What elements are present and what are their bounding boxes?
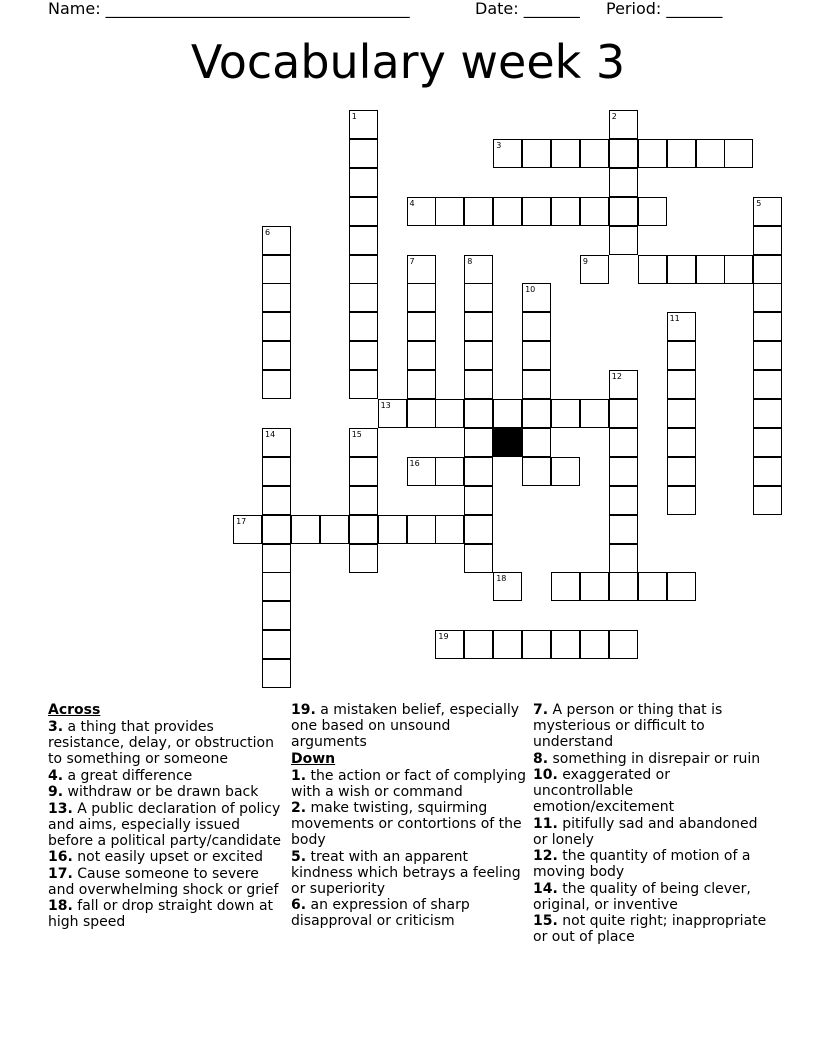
crossword-cell[interactable] (262, 255, 291, 284)
crossword-cell[interactable] (262, 486, 291, 515)
clue-item (48, 898, 286, 930)
crossword-cell[interactable] (349, 370, 378, 399)
crossword-cell[interactable] (580, 255, 609, 284)
crossword-cell[interactable] (609, 457, 638, 486)
clue-section-heading: Across (48, 702, 101, 718)
crossword-cell[interactable] (609, 370, 638, 399)
clue-item (533, 751, 771, 767)
crossword-cell[interactable] (407, 370, 436, 399)
crossword-cell[interactable] (667, 486, 696, 515)
crossword-cell[interactable] (262, 572, 291, 601)
clue-section-heading: Down (291, 750, 336, 767)
crossword-cell[interactable] (464, 630, 493, 659)
crossword-cell[interactable] (667, 139, 696, 168)
crossword-cell[interactable] (753, 457, 782, 486)
clue-number: 14. (533, 880, 558, 897)
crossword-cell[interactable] (551, 139, 580, 168)
clue-number: 4. (48, 767, 64, 784)
crossword-cell[interactable] (667, 457, 696, 486)
crossword-cell[interactable] (609, 139, 638, 168)
clue-number: 4 (409, 198, 415, 208)
clue-item (48, 866, 286, 898)
crossword-cell[interactable] (753, 226, 782, 255)
crossword-cell[interactable] (262, 370, 291, 399)
crossword-cell[interactable] (435, 630, 464, 659)
clue-item (48, 849, 286, 865)
clue-item (533, 816, 771, 848)
clue-item (533, 881, 771, 913)
clue-item (533, 848, 771, 880)
clue-number: 5 (756, 198, 762, 208)
crossword-cell[interactable] (580, 399, 609, 428)
clue-text: withdraw or be drawn back (63, 784, 259, 800)
clue-number: 2. (291, 800, 307, 816)
clue-text: exaggerated or uncontrollable emotion/excitement (533, 767, 675, 815)
crossword-cell[interactable] (522, 312, 551, 341)
clue-number: 5. (291, 848, 307, 865)
clue-text: pitifully sad and abandoned or lonely (533, 815, 758, 848)
crossword-cell[interactable] (464, 370, 493, 399)
crossword-cell[interactable] (320, 515, 349, 544)
crossword-cell[interactable] (753, 399, 782, 428)
crossword-cell[interactable] (464, 312, 493, 341)
crossword-cell[interactable] (349, 168, 378, 197)
crossword-cell[interactable] (667, 428, 696, 457)
crossword-cell[interactable] (262, 544, 291, 573)
crossword-cell[interactable] (435, 399, 464, 428)
crossword-cell[interactable] (522, 630, 551, 659)
crossword-cell[interactable] (609, 515, 638, 544)
crossword-cell[interactable] (551, 197, 580, 226)
crossword-cell[interactable] (580, 139, 609, 168)
clue-text: Cause someone to severe and overwhelming shock or grief (48, 865, 279, 898)
crossword-cell[interactable] (493, 572, 522, 601)
crossword-cell[interactable] (464, 515, 493, 544)
period-field-label[interactable]: Period: _______ (606, 0, 723, 18)
clue-number: 16 (409, 458, 420, 468)
crossword-cell[interactable] (667, 572, 696, 601)
crossword-cell[interactable] (464, 283, 493, 312)
crossword-cell[interactable] (349, 312, 378, 341)
crossword-cell[interactable] (638, 255, 667, 284)
crossword-cell[interactable] (435, 515, 464, 544)
clues-column-3 (533, 702, 771, 946)
crossword-cell[interactable] (349, 110, 378, 139)
crossword-cell[interactable] (667, 341, 696, 370)
clue-number: 2 (611, 112, 617, 121)
crossword-cell[interactable] (609, 168, 638, 197)
crossword-cell[interactable] (724, 255, 753, 284)
crossword-cell[interactable] (551, 457, 580, 486)
clue-item (48, 719, 286, 767)
clue-text: not easily upset or excited (72, 849, 264, 865)
crossword-cell[interactable] (522, 457, 551, 486)
crossword-cell[interactable] (349, 544, 378, 573)
clue-number: 9 (582, 256, 588, 266)
clue-text: the quantity of motion of a moving body (533, 848, 751, 880)
crossword-cell[interactable] (522, 428, 551, 457)
crossword-cell[interactable] (349, 486, 378, 515)
clue-item (291, 897, 529, 929)
clue-item (48, 784, 286, 800)
crossword-cell[interactable] (262, 659, 291, 688)
crossword-cell[interactable] (609, 544, 638, 573)
clue-item (48, 768, 286, 784)
crossword-cell[interactable] (349, 515, 378, 544)
clue-number: 16. (48, 849, 73, 865)
clues-column-1 (48, 702, 286, 931)
crossword-cell[interactable] (464, 457, 493, 486)
clue-item (291, 702, 529, 750)
crossword-cell[interactable] (349, 428, 378, 457)
crossword-cell[interactable] (638, 572, 667, 601)
clue-text: something in disrepair or ruin (548, 750, 761, 767)
crossword-cell[interactable] (262, 457, 291, 486)
clue-number: 17 (236, 516, 247, 526)
crossword-cell[interactable] (522, 283, 551, 312)
crossword-cell[interactable] (291, 515, 320, 544)
crossword-cell[interactable] (464, 486, 493, 515)
clue-number: 14 (265, 429, 276, 439)
crossword-cell[interactable] (753, 255, 782, 284)
crossword-cell[interactable] (407, 283, 436, 312)
clues-column-2 (291, 702, 529, 930)
clue-number: 15 (351, 429, 362, 439)
clue-item (533, 913, 771, 945)
crossword-cell[interactable] (349, 255, 378, 284)
clue-number: 8. (533, 750, 549, 767)
crossword-cell[interactable] (753, 370, 782, 399)
crossword-cell[interactable] (522, 197, 551, 226)
crossword-cell[interactable] (522, 399, 551, 428)
clue-number: 11. (533, 815, 558, 832)
clue-item (533, 767, 771, 815)
crossword-cell[interactable] (407, 312, 436, 341)
crossword-cell[interactable] (262, 283, 291, 312)
crossword-cell[interactable] (753, 341, 782, 370)
clue-number: 10 (525, 285, 536, 295)
crossword-cell[interactable] (667, 312, 696, 341)
crossword-cell[interactable] (551, 399, 580, 428)
clue-number: 1. (291, 767, 307, 784)
clue-text: fall or drop straight down at high speed (48, 898, 274, 930)
crossword-cell[interactable] (435, 457, 464, 486)
crossword-cell[interactable] (609, 630, 638, 659)
clue-number: 13. (48, 800, 73, 817)
clue-number: 19. (291, 702, 316, 718)
crossword-cell[interactable] (580, 197, 609, 226)
crossword-cell[interactable] (407, 255, 436, 284)
crossword-cell[interactable] (464, 255, 493, 284)
clue-number: 17. (48, 865, 73, 882)
clue-text: a thing that provides resistance, delay, or obstruction to something or someone (48, 719, 274, 767)
crossword-cell[interactable] (262, 601, 291, 630)
crossword-cell[interactable] (696, 255, 725, 284)
crossword-cell[interactable] (667, 255, 696, 284)
crossword-cell[interactable] (609, 110, 638, 139)
clue-number: 7 (409, 256, 415, 266)
crossword-cell[interactable] (407, 341, 436, 370)
crossword-cell[interactable] (407, 399, 436, 428)
crossword-cell[interactable] (262, 630, 291, 659)
crossword-cell[interactable] (609, 428, 638, 457)
clue-item (533, 702, 771, 750)
crossword-cell[interactable] (753, 197, 782, 226)
clue-text: treat with an apparent kindness which betrays a feeling or superiority (291, 848, 521, 897)
crossword-cell[interactable] (522, 370, 551, 399)
clue-number: 7. (533, 702, 549, 718)
crossword-cell[interactable] (493, 197, 522, 226)
page-title: Vocabulary week 3 (190, 35, 626, 89)
crossword-cell[interactable] (522, 139, 551, 168)
crossword-cell[interactable] (349, 139, 378, 168)
crossword-cell[interactable] (551, 630, 580, 659)
crossword-cell[interactable] (435, 197, 464, 226)
clue-text: A public declaration of policy and aims, especially issued before a political party/candidate (48, 800, 281, 849)
clue-number: 11 (669, 314, 680, 324)
clue-item (48, 801, 286, 849)
crossword-cell[interactable] (464, 399, 493, 428)
clue-text: the quality of being clever, original, or inventive (533, 880, 751, 913)
date-field-label[interactable]: Date: _______ (475, 0, 580, 18)
clue-number: 6 (265, 227, 271, 237)
crossword-cell[interactable] (349, 226, 378, 255)
crossword-cell[interactable] (753, 283, 782, 312)
clue-number: 18 (496, 574, 507, 584)
crossword-cell[interactable] (262, 226, 291, 255)
crossword-cell[interactable] (464, 428, 493, 457)
clue-number: 10. (533, 767, 558, 783)
crossword-cell[interactable] (580, 630, 609, 659)
crossword-cell[interactable] (551, 572, 580, 601)
clue-item (291, 768, 529, 800)
crossword-cell[interactable] (349, 341, 378, 370)
crossword-cell[interactable] (407, 515, 436, 544)
crossword-cell[interactable] (609, 197, 638, 226)
crossword-cell[interactable] (609, 226, 638, 255)
crossword-cell[interactable] (580, 572, 609, 601)
crossword-cell[interactable] (464, 341, 493, 370)
crossword-cell[interactable] (349, 283, 378, 312)
clue-number: 19 (438, 632, 449, 642)
crossword-cell[interactable] (493, 630, 522, 659)
crossword-cell[interactable] (233, 515, 262, 544)
clue-number: 12 (611, 372, 622, 382)
crossword-cell[interactable] (609, 572, 638, 601)
blocked-cell (493, 428, 522, 457)
clue-text: a mistaken belief, especially one based on unsound arguments (291, 702, 520, 750)
clue-number: 3 (496, 140, 502, 150)
crossword-cell[interactable] (493, 399, 522, 428)
clue-text: A person or thing that is mysterious or difficult to understand (533, 702, 723, 750)
crossword-cell[interactable] (493, 139, 522, 168)
crossword-cell[interactable] (753, 312, 782, 341)
clue-number: 15. (533, 913, 558, 929)
crossword-cell[interactable] (609, 399, 638, 428)
crossword-cell[interactable] (522, 341, 551, 370)
crossword-cell[interactable] (262, 341, 291, 370)
clue-number: 18. (48, 898, 73, 914)
crossword-cell[interactable] (464, 544, 493, 573)
crossword-cell[interactable] (638, 139, 667, 168)
crossword-cell[interactable] (378, 399, 407, 428)
crossword-cell[interactable] (349, 457, 378, 486)
crossword-cell[interactable] (724, 139, 753, 168)
clue-text: make twisting, squirming movements or contortions of the body (291, 800, 522, 848)
clue-number: 8 (467, 256, 473, 266)
clue-item (291, 800, 529, 848)
crossword-cell[interactable] (464, 197, 493, 226)
crossword-cell[interactable] (696, 139, 725, 168)
crossword-cell[interactable] (638, 197, 667, 226)
crossword-cell[interactable] (262, 428, 291, 457)
crossword-cell[interactable] (262, 312, 291, 341)
clue-text: an expression of sharp disapproval or criticism (291, 897, 470, 929)
crossword-cell[interactable] (667, 370, 696, 399)
clue-text: a great difference (63, 767, 193, 784)
clue-number: 12. (533, 848, 558, 864)
name-field-label[interactable]: Name: ______________________________________ (48, 0, 410, 18)
crossword-cell[interactable] (407, 197, 436, 226)
clue-number: 6. (291, 897, 307, 913)
clue-number: 1 (351, 112, 357, 121)
clue-text: the action or fact of complying with a wish or command (291, 767, 526, 800)
crossword-cell[interactable] (667, 399, 696, 428)
clue-text: not quite right; inappropriate or out of place (533, 913, 767, 945)
crossword-cell[interactable] (753, 486, 782, 515)
crossword-cell[interactable] (407, 457, 436, 486)
clue-item (291, 849, 529, 897)
clue-number: 9. (48, 784, 64, 800)
crossword-cell[interactable] (349, 197, 378, 226)
clue-number: 3. (48, 719, 64, 735)
clue-number: 13 (380, 401, 391, 410)
crossword-cell[interactable] (378, 515, 407, 544)
crossword-cell[interactable] (609, 486, 638, 515)
crossword-cell[interactable] (262, 515, 291, 544)
crossword-cell[interactable] (753, 428, 782, 457)
